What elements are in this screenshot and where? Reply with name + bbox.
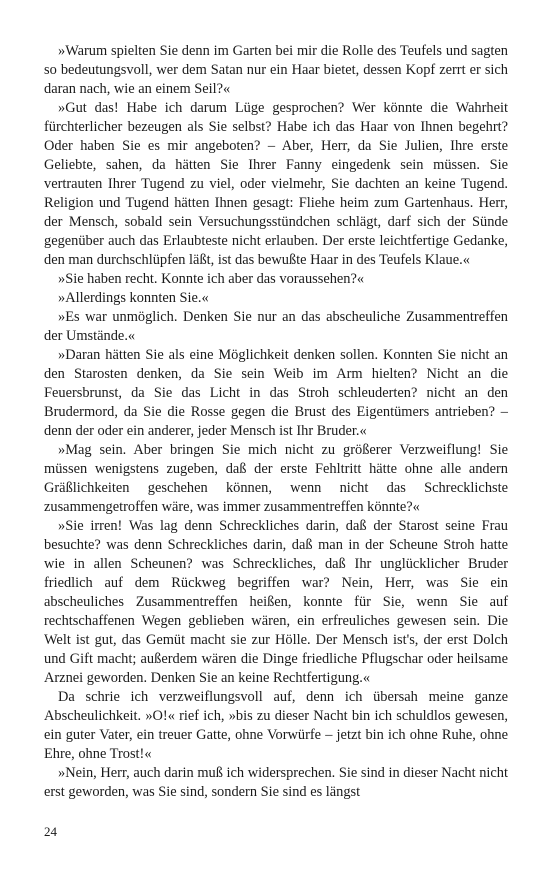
page-number: 24 xyxy=(44,824,57,839)
paragraph-3: »Sie haben recht. Konnte ich aber das voraussehen?« xyxy=(58,271,365,287)
paragraph-10: »Nein, Herr, auch darin muß ich widersprechen. Sie sind in dieser Nacht nicht erst geworden, was Sie sind, sondern Sie sind es längst xyxy=(44,765,508,800)
paragraph-9: Da schrie ich verzweiflungsvoll auf, denn ich übersah meine ganze Abscheulichkeit. »O!« rief ich, »bis zu dieser Nacht bin ich schuldlos gewesen, ein guter Vater, ein treuer Gatte, ohne Vorwürfe – jetzt bin ich ohne Ruhe, ohne Ehre, ohne Trost!« xyxy=(44,689,508,762)
paragraph-6: »Daran hätten Sie als eine Möglichkeit denken sollen. Konnten Sie nicht an den Starosten denken, da Sie sein Weib im Arm hielten? Nicht an die Feuersbrunst, da Sie das Licht in das Stroh schleuderten? nicht an den Brudermord, da Sie die Rosse gegen die Brust des Eigentümers antrieben? – denn der oder ein anderer, jeder Mensch ist Ihr Bruder.« xyxy=(44,347,508,439)
book-page-text xyxy=(44,42,508,802)
paragraph-5: »Es war unmöglich. Denken Sie nur an das abscheuliche Zusammentreffen der Umstände.« xyxy=(44,309,508,344)
paragraph-7: »Mag sein. Aber bringen Sie mich nicht zu größerer Verzweiflung! Sie müssen wenigstens zugeben, daß der erste Fehltritt hätte ohne alle andern Gräßlichkeiten geschehen können, wenn nicht das Schrecklichste zusammengetroffen wäre, was immer zusammentreffen könnte?« xyxy=(44,442,508,515)
paragraph-4: »Allerdings konnten Sie.« xyxy=(58,290,209,306)
paragraph-2: »Gut das! Habe ich darum Lüge gesprochen? Wer könnte die Wahrheit fürchterlicher bezeugen als Sie selbst? Habe ich das Haar von Ihnen begehrt? Oder haben Sie es mir angeboten? – Aber, Herr, da Sie Julien, Ihre erste Geliebte, sahen, da hätten Sie Ihrer Fanny eingedenk sein müssen. Sie vertrauten Ihrer Tugend zu viel, oder vielmehr, Sie dachten an keine Tugend. Religion und Tugend hätten Ihnen gesagt: Fliehe heim zum Gartenhaus. Herr, der Mensch, sobald sein Versuchungsstündchen schlägt, darf sich der Sünde gegenüber auch das Erlaubteste nicht erlauben. Der erste leichtfertige Gedanke, den man durchschlüpfen läßt, ist das bewußte Haar in des Teufels Klaue.« xyxy=(44,100,508,268)
paragraph-8: »Sie irren! Was lag denn Schreckliches darin, daß der Starost seine Frau besuchte? was denn Schreckliches darin, daß man in der Scheune Stroh hatte wie in allen Scheunen? was Schreckliches, daß Ihr unglücklicher Bruder friedlich auf dem Rückweg begriffen war? Nein, Herr, was Sie ein abscheuliches Zusammentreffen heißen, konnte für Sie, wenn Sie auf rechtschaffenen Wegen geblieben wären, ein erfreuliches gewesen sein. Die Welt ist gut, das Gemüt macht sie zur Hölle. Der Mensch ist's, der erst Dolch und Gift macht; außerdem wären die Dinge friedliche Pflugschar oder heilsame Arznei geworden. Denken Sie an keine Rechtfertigung.« xyxy=(44,518,508,686)
paragraph-1: »Warum spielten Sie denn im Garten bei mir die Rolle des Teufels und sagten so bedeutungsvoll, wer dem Satan nur ein Haar bietet, dessen Kopf zerrt er sich daran nach, wie an einem Seil?« xyxy=(44,43,508,97)
